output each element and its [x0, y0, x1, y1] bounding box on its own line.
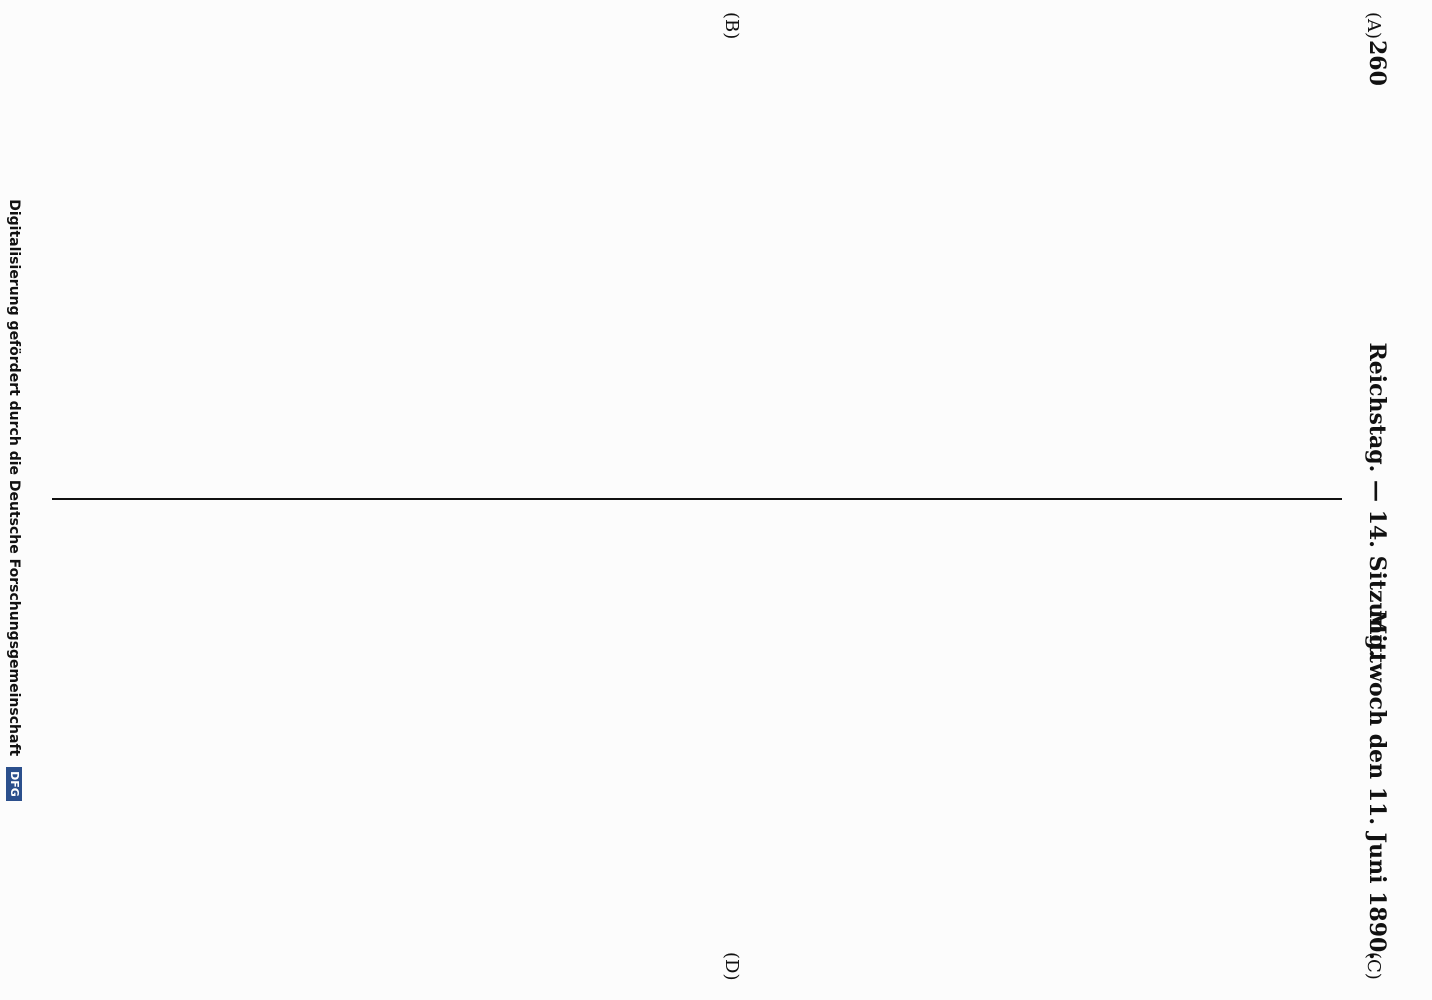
dfg-logo: DFG — [6, 767, 22, 801]
margin-letter-c: (C) — [1363, 952, 1384, 980]
column-divider — [52, 498, 1342, 500]
right-text-column — [52, 515, 1342, 955]
session-date: Mittwoch den 11. Juni 1890. — [1364, 610, 1390, 960]
margin-letter-d: (D) — [721, 952, 742, 981]
left-text-column — [52, 50, 1342, 490]
margin-letter-b: (B) — [721, 12, 742, 40]
digitization-credit — [6, 0, 22, 1000]
margin-letter-a: (A) — [1363, 12, 1384, 40]
digitization-credit-text: Digitalisierung gefördert durch die Deutsche Forschungsgemeinschaft — [6, 199, 22, 757]
page-number: 260 — [1364, 40, 1390, 86]
running-title: Reichstag. — 14. Sitzung. — [1364, 342, 1390, 658]
page-header — [1354, 40, 1390, 960]
